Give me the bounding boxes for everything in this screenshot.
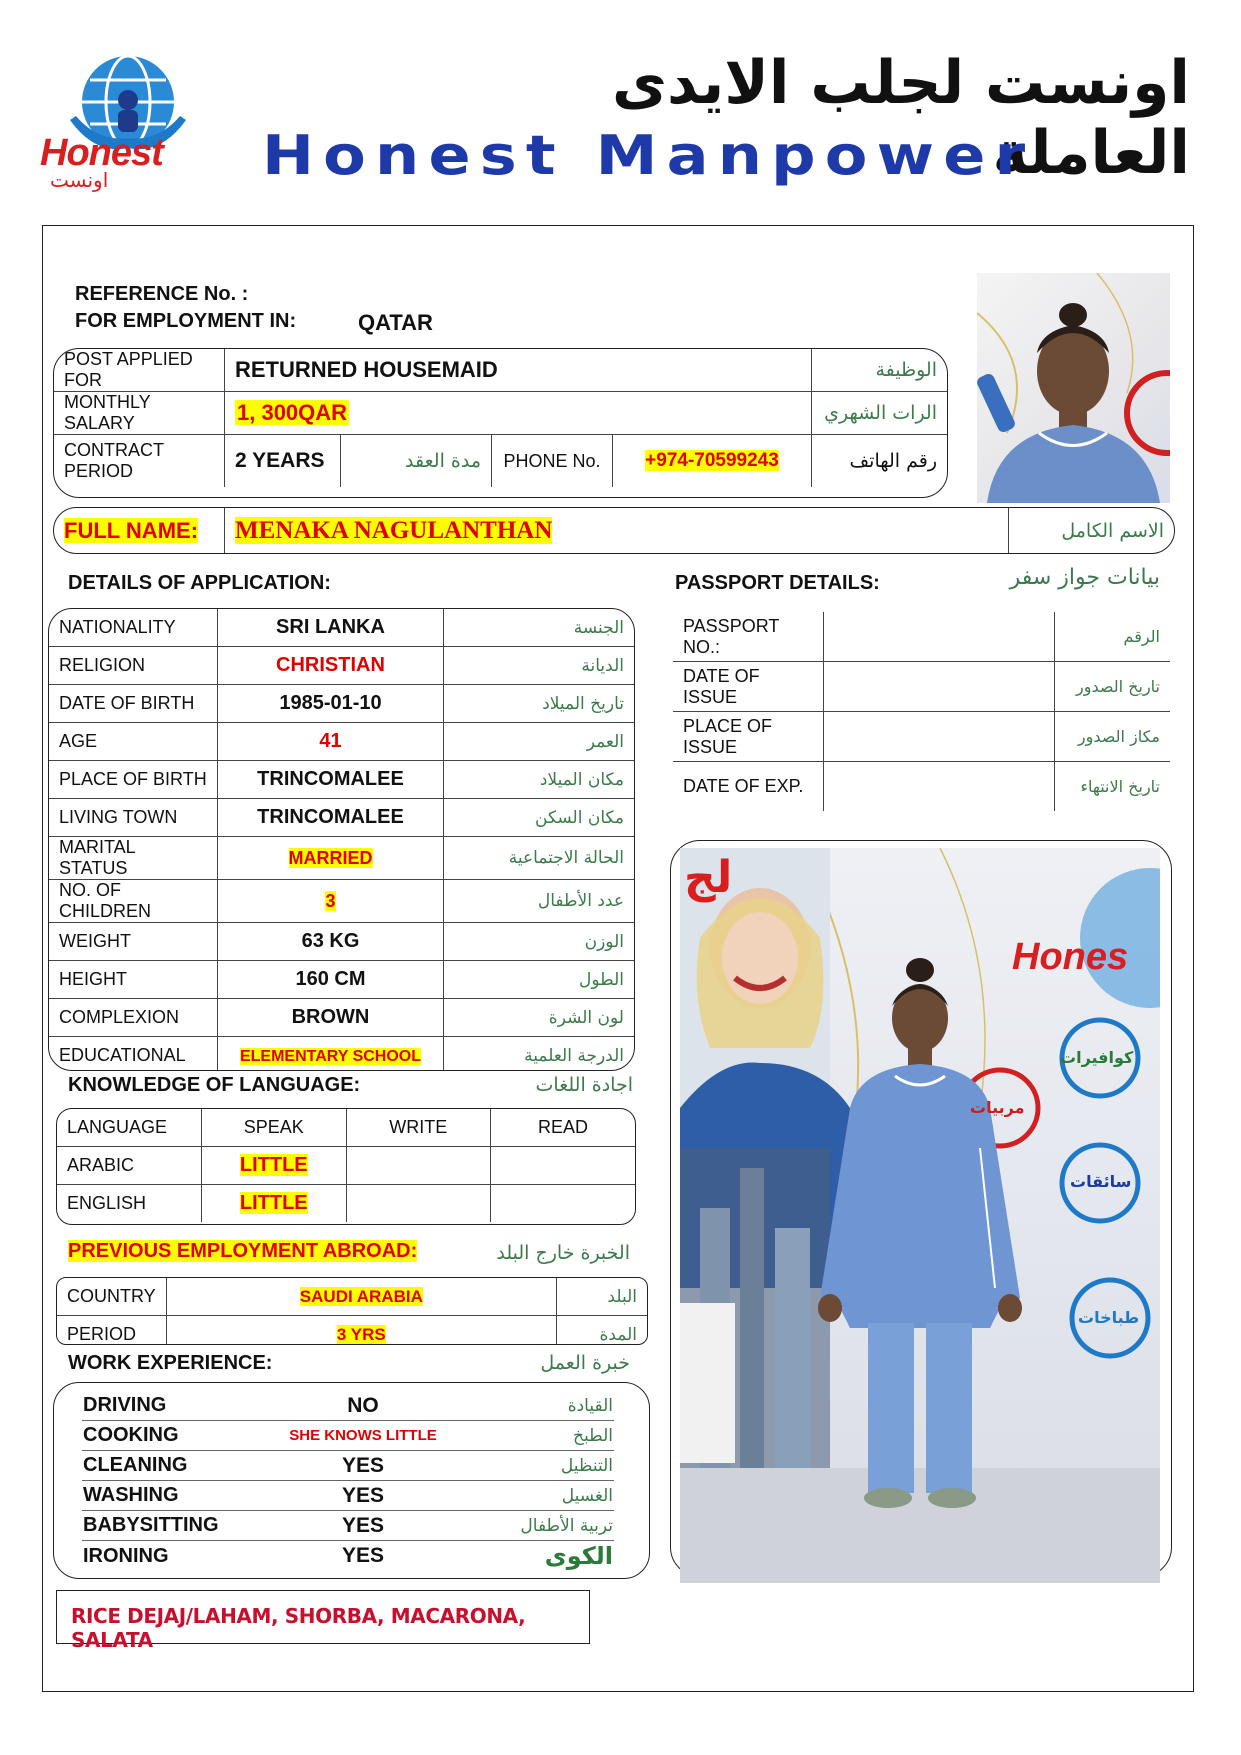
passport-title: PASSPORT DETAILS: [675, 572, 880, 594]
details-table [49, 609, 634, 1071]
work-value: NO [234, 1391, 492, 1421]
details-arabic: الطول [444, 961, 635, 999]
details-label: AGE [49, 723, 218, 761]
work-value: YES [234, 1511, 492, 1541]
language-header: SPEAK [202, 1109, 347, 1147]
details-label: EDUCATIONAL [49, 1037, 218, 1072]
details-value: ELEMENTARY SCHOOL [239, 1048, 422, 1065]
portrait-photo [977, 273, 1170, 503]
details-label: RELIGION [49, 647, 218, 685]
details-value: 41 [319, 730, 342, 752]
language-write-cell [346, 1185, 491, 1223]
passport-arabic: مكاز الصدور [1055, 712, 1171, 762]
work-arabic: تربية الأطفال [492, 1511, 614, 1541]
work-value: YES [234, 1451, 492, 1481]
employment-label: FOR EMPLOYMENT IN: [75, 310, 297, 332]
details-value-cell [218, 999, 444, 1037]
details-arabic: مكان الميلاد [444, 761, 635, 799]
work-value: YES [234, 1481, 492, 1511]
language-row [57, 1147, 635, 1185]
language-speak: LITTLE [239, 1192, 308, 1214]
work-arabic: التنظيل [492, 1451, 614, 1481]
work-row [82, 1391, 614, 1421]
work-value: YES [341, 1544, 385, 1567]
previous-arabic: المدة [599, 1324, 637, 1345]
work-arabic: الغسيل [492, 1481, 614, 1511]
post-arabic: الوظيفة [812, 349, 948, 392]
logo-wordmark: Honest [40, 132, 163, 174]
previous-label: PERIOD [57, 1316, 166, 1346]
passport-row [673, 662, 1170, 712]
details-arabic: الحالة الاجتماعية [444, 837, 635, 880]
details-arabic: لون الشرة [444, 999, 635, 1037]
language-speak-cell [202, 1185, 347, 1223]
details-arabic: الدرجة العلمية [524, 1045, 624, 1066]
details-value-cell [218, 837, 444, 880]
work-row [82, 1421, 614, 1451]
language-speak-cell [202, 1147, 347, 1185]
contract-arabic: مدة العقد [341, 435, 492, 488]
post-value: RETURNED HOUSEMAID [225, 349, 812, 392]
details-label: NATIONALITY [49, 609, 218, 647]
work-label: WASHING [82, 1481, 234, 1511]
previous-value: SAUDI ARABIA [299, 1286, 423, 1306]
contract-value: 2 YEARS [225, 435, 341, 488]
previous-title-wrap [68, 1240, 417, 1263]
details-value-cell [218, 961, 444, 999]
banner-word-4: طباخات [1078, 1308, 1140, 1327]
language-read-cell [491, 1147, 636, 1185]
banner-logo: Hones [1012, 936, 1129, 978]
passport-arabic: تاريخ الصدور [1055, 662, 1171, 712]
previous-value-cell [166, 1278, 556, 1316]
details-arabic: مكان السكن [444, 799, 635, 837]
details-arabic: تاريخ الميلاد [444, 685, 635, 723]
details-arabic: الديانة [444, 647, 635, 685]
work-row [82, 1511, 614, 1541]
passport-value [824, 612, 1055, 662]
previous-row [57, 1316, 647, 1346]
details-label: MARITAL STATUS [49, 837, 218, 880]
details-row [49, 799, 634, 837]
work-label: CLEANING [82, 1451, 234, 1481]
passport-label: PLACE OF ISSUE [673, 712, 824, 762]
details-box [48, 608, 635, 1071]
details-arabic: عدد الأطفال [444, 880, 635, 923]
work-row [82, 1451, 614, 1481]
details-value-cell [218, 923, 444, 961]
work-value: SHE KNOWS LITTLE [234, 1421, 492, 1451]
full-name-label: FULL NAME: [64, 517, 199, 543]
reference-label: REFERENCE No. : [75, 283, 249, 305]
language-name: ARABIC [57, 1147, 202, 1185]
details-row [49, 685, 634, 723]
details-value: TRINCOMALEE [257, 768, 404, 790]
details-value-cell [218, 685, 444, 723]
language-table [57, 1109, 635, 1222]
work-title: WORK EXPERIENCE: [68, 1352, 273, 1374]
previous-value-cell [166, 1316, 556, 1346]
passport-table [673, 612, 1170, 811]
contract-label: CONTRACT PERIOD [54, 435, 225, 488]
phone-label: PHONE No. [492, 435, 613, 488]
previous-title-arabic: الخبرة خارج البلد [496, 1242, 630, 1264]
details-row [49, 961, 634, 999]
details-value: BROWN [291, 1006, 370, 1028]
banner-word-2: مربيات [970, 1098, 1025, 1117]
details-value-cell [218, 761, 444, 799]
details-value-cell [218, 799, 444, 837]
details-row [49, 723, 634, 761]
passport-row [673, 762, 1170, 812]
full-body-photo [680, 848, 1160, 1583]
full-name-arabic: الاسم الكامل [1061, 519, 1164, 542]
language-title-arabic: اجادة اللغات [535, 1074, 633, 1096]
work-arabic: الطبخ [492, 1421, 614, 1451]
language-header-row [57, 1109, 635, 1147]
work-title-arabic: خبرة العمل [540, 1352, 630, 1374]
logo [40, 50, 215, 190]
previous-label: COUNTRY [57, 1278, 166, 1316]
details-value: SRI LANKA [276, 616, 385, 638]
language-box [56, 1108, 636, 1225]
previous-box [56, 1277, 648, 1345]
work-arabic: الكوى [544, 1542, 613, 1570]
details-value: 1985-01-10 [279, 692, 382, 714]
salary-arabic: الرات الشهري [812, 392, 948, 435]
work-label: DRIVING [82, 1391, 234, 1421]
details-label: HEIGHT [49, 961, 218, 999]
details-row [49, 923, 634, 961]
previous-arabic: البلد [557, 1278, 648, 1316]
passport-row [673, 612, 1170, 662]
details-value-cell [218, 880, 444, 923]
details-arabic: الجنسة [444, 609, 635, 647]
details-row [49, 880, 634, 923]
previous-row [57, 1278, 647, 1316]
work-label: BABYSITTING [82, 1511, 234, 1541]
details-value: TRINCOMALEE [257, 806, 404, 828]
passport-value [824, 662, 1055, 712]
language-header: READ [491, 1109, 636, 1147]
details-value-cell [218, 609, 444, 647]
details-label: LIVING TOWN [49, 799, 218, 837]
previous-title: PREVIOUS EMPLOYMENT ABROAD: [68, 1240, 418, 1262]
details-label: WEIGHT [49, 923, 218, 961]
details-value: 63 KG [301, 930, 360, 952]
details-row [49, 761, 634, 799]
details-value-cell [218, 1037, 444, 1072]
work-row [82, 1541, 614, 1572]
language-header: LANGUAGE [57, 1109, 202, 1147]
phone-arabic: رقم الهاتف [849, 450, 937, 472]
details-row [49, 609, 634, 647]
passport-box [673, 612, 1170, 812]
brand-english-title: Honest Manpower [262, 124, 1035, 187]
previous-value: 3 YRS [336, 1324, 386, 1344]
language-title: KNOWLEDGE OF LANGUAGE: [68, 1074, 361, 1096]
details-label: COMPLEXION [49, 999, 218, 1037]
language-header: WRITE [346, 1109, 491, 1147]
details-label: NO. OF CHILDREN [49, 880, 218, 923]
work-row [82, 1481, 614, 1511]
passport-label: PASSPORT NO.: [673, 612, 824, 662]
details-arabic: الوزن [444, 923, 635, 961]
passport-value [824, 762, 1055, 812]
work-label: COOKING [82, 1421, 234, 1451]
banner-letter: لج [684, 852, 733, 903]
previous-table [57, 1278, 647, 1345]
passport-arabic: تاريخ الانتهاء [1080, 777, 1160, 796]
cooking-note: RICE DEJAJ/LAHAM, SHORBA, MACARONA, SALATA [71, 1604, 526, 1652]
details-value: 3 [325, 890, 336, 911]
language-read-cell [491, 1185, 636, 1223]
banner-word-3: سائقات [1070, 1172, 1132, 1191]
passport-row [673, 712, 1170, 762]
passport-title-arabic: بيانات جواز سفر [1009, 565, 1160, 590]
work-box [53, 1382, 650, 1579]
post-label: POST APPLIED FOR [54, 349, 225, 392]
language-name: ENGLISH [57, 1185, 202, 1223]
language-row [57, 1185, 635, 1223]
details-value-cell [218, 647, 444, 685]
logo-arabic: اونست [50, 168, 109, 192]
passport-arabic: الرقم [1055, 612, 1171, 662]
post-box [53, 348, 948, 498]
details-label: DATE OF BIRTH [49, 685, 218, 723]
details-value: CHRISTIAN [276, 654, 385, 676]
passport-label: DATE OF EXP. [673, 762, 824, 812]
details-arabic: العمر [444, 723, 635, 761]
work-table [82, 1391, 614, 1571]
details-label: PLACE OF BIRTH [49, 761, 218, 799]
details-row [49, 1037, 634, 1072]
language-write-cell [346, 1147, 491, 1185]
cooking-note-box [56, 1590, 590, 1652]
passport-value [824, 712, 1055, 762]
details-row [49, 999, 634, 1037]
banner-word-1: كوافيرات [1060, 1048, 1134, 1067]
salary-label: MONTHLY SALARY [54, 392, 225, 435]
full-name-value: MENAKA NAGULANTHAN [235, 516, 553, 544]
full-name-box [53, 507, 1175, 554]
details-row [49, 647, 634, 685]
brand-arabic-title: اونست لجلب الايدى العاملة [612, 48, 1190, 188]
employment-value: QATAR [358, 310, 433, 335]
work-arabic: القيادة [492, 1391, 614, 1421]
phone-value: +974-70599243 [645, 450, 779, 471]
language-speak: LITTLE [239, 1154, 308, 1176]
salary-value: 1, 300QAR [237, 400, 348, 425]
details-row [49, 837, 634, 880]
details-title: DETAILS OF APPLICATION: [68, 572, 331, 594]
work-label: IRONING [83, 1544, 169, 1567]
details-value: 160 CM [295, 968, 366, 990]
details-value: MARRIED [288, 847, 373, 868]
details-value-cell [218, 723, 444, 761]
passport-label: DATE OF ISSUE [673, 662, 824, 712]
